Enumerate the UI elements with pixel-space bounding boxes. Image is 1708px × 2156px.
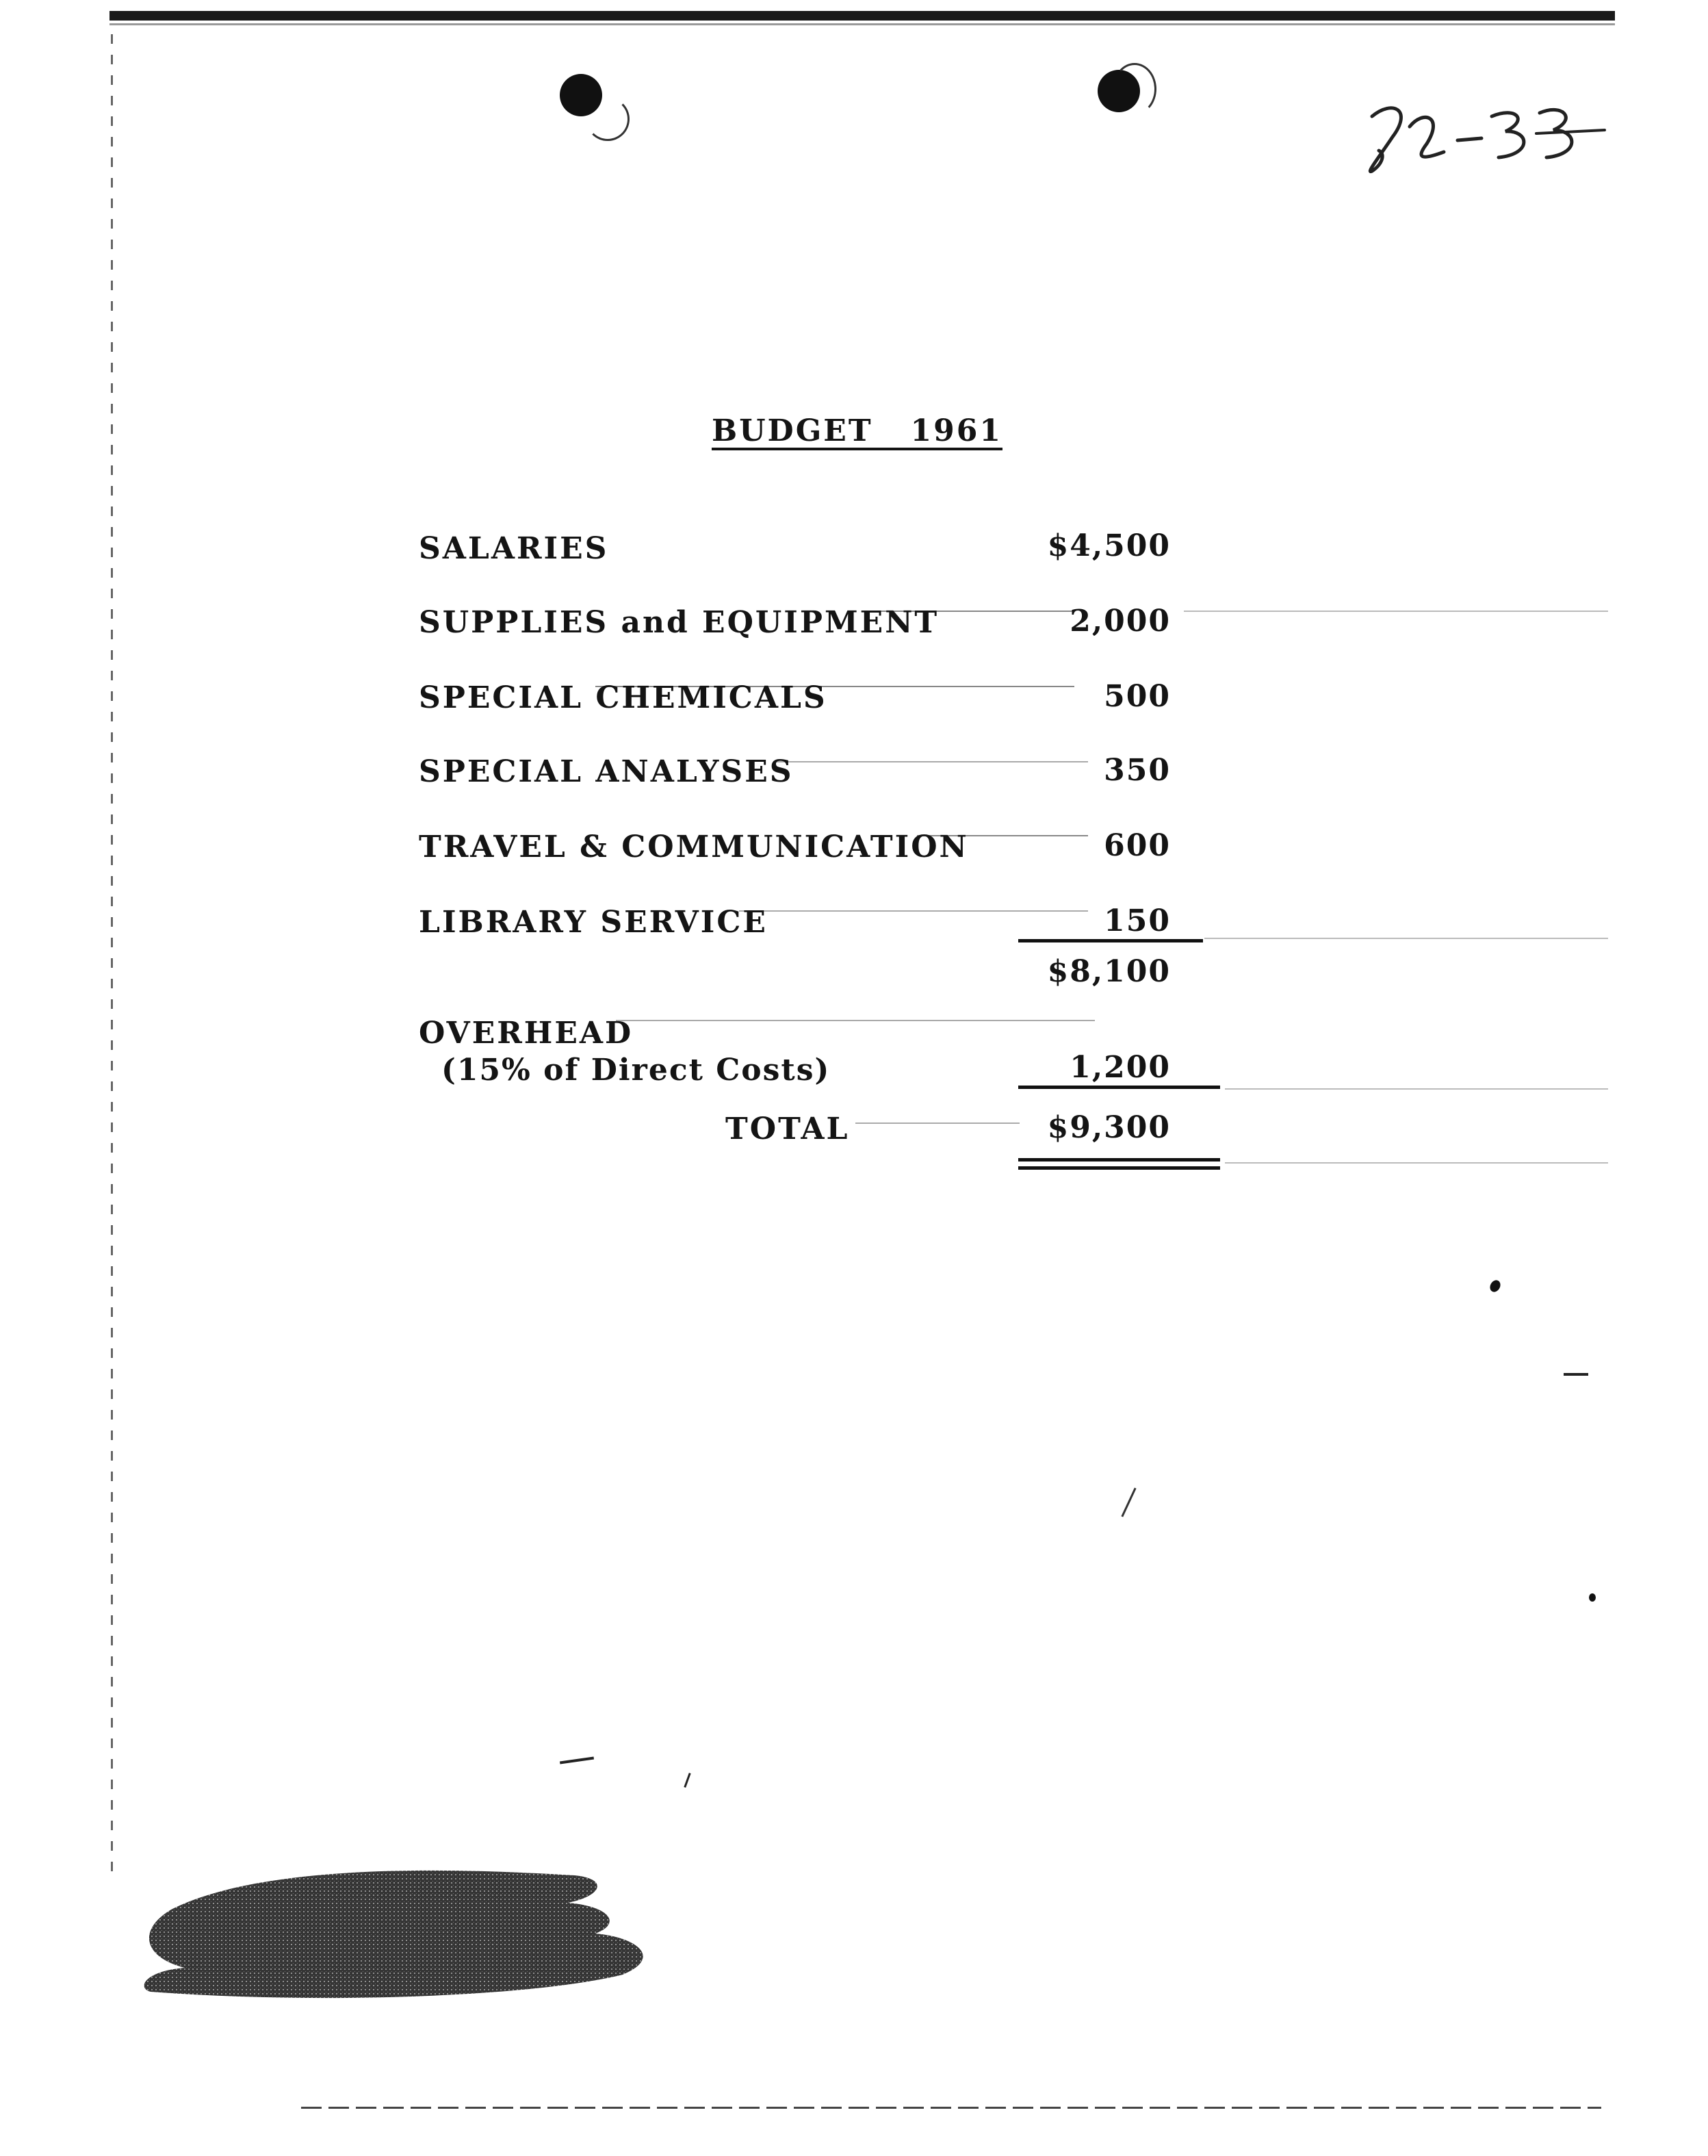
ink-speck [1564, 1373, 1588, 1376]
scan-top-edge [109, 11, 1615, 21]
item-label-salaries: SALARIES [419, 531, 609, 566]
item-amount-library: 150 [1104, 903, 1171, 938]
punch-hole-ring-left [586, 97, 630, 141]
total-label: TOTAL [725, 1112, 850, 1146]
scan-artifact-line [1225, 1088, 1608, 1090]
item-label-travel: TRAVEL & COMMUNICATION [419, 830, 969, 864]
scan-left-edge [111, 34, 113, 1882]
scan-top-edge-line [109, 23, 1615, 25]
budget-title: BUDGET 1961 [712, 413, 1002, 448]
overhead-amount: 1,200 [1070, 1050, 1171, 1085]
scan-bottom-edge [301, 2107, 1601, 2109]
item-label-library: LIBRARY SERVICE [419, 905, 768, 940]
handwritten-number [1351, 89, 1625, 185]
item-amount-travel: 600 [1104, 828, 1171, 863]
scan-artifact-line [1184, 611, 1608, 612]
redaction-scribble [130, 1848, 664, 2012]
item-amount-chemicals: 500 [1104, 679, 1171, 714]
total-double-rule-top [1018, 1158, 1220, 1162]
item-amount-supplies: 2,000 [1070, 604, 1171, 639]
subtotal-rule [1018, 939, 1203, 942]
ink-speck [1121, 1488, 1136, 1517]
overhead-label: OVERHEAD [419, 1016, 634, 1051]
scan-artifact-line [1204, 938, 1608, 939]
leader-line [773, 761, 1088, 762]
ink-speck [1488, 1279, 1502, 1294]
item-label-supplies: SUPPLIES and EQUIPMENT [419, 605, 940, 640]
ink-speck [1589, 1593, 1596, 1602]
scan-artifact-line [1225, 1162, 1608, 1164]
item-label-chemicals: SPECIAL CHEMICALS [419, 680, 827, 715]
ink-speck [560, 1757, 594, 1764]
subtotal-amount: $8,100 [1047, 954, 1171, 989]
item-label-analyses: SPECIAL ANALYSES [419, 754, 794, 789]
item-amount-analyses: 350 [1104, 753, 1171, 788]
leader-line [616, 1020, 1095, 1021]
ink-speck [684, 1773, 690, 1788]
total-double-rule-bottom [1018, 1166, 1220, 1170]
punch-hole-ring-right [1113, 63, 1156, 115]
leader-line [855, 1122, 1020, 1124]
leader-line [739, 910, 1088, 912]
overhead-rule [1018, 1086, 1220, 1089]
item-amount-salaries: $4,500 [1047, 528, 1171, 563]
total-amount: $9,300 [1047, 1110, 1171, 1145]
overhead-sublabel: (15% of Direct Costs) [441, 1053, 831, 1088]
